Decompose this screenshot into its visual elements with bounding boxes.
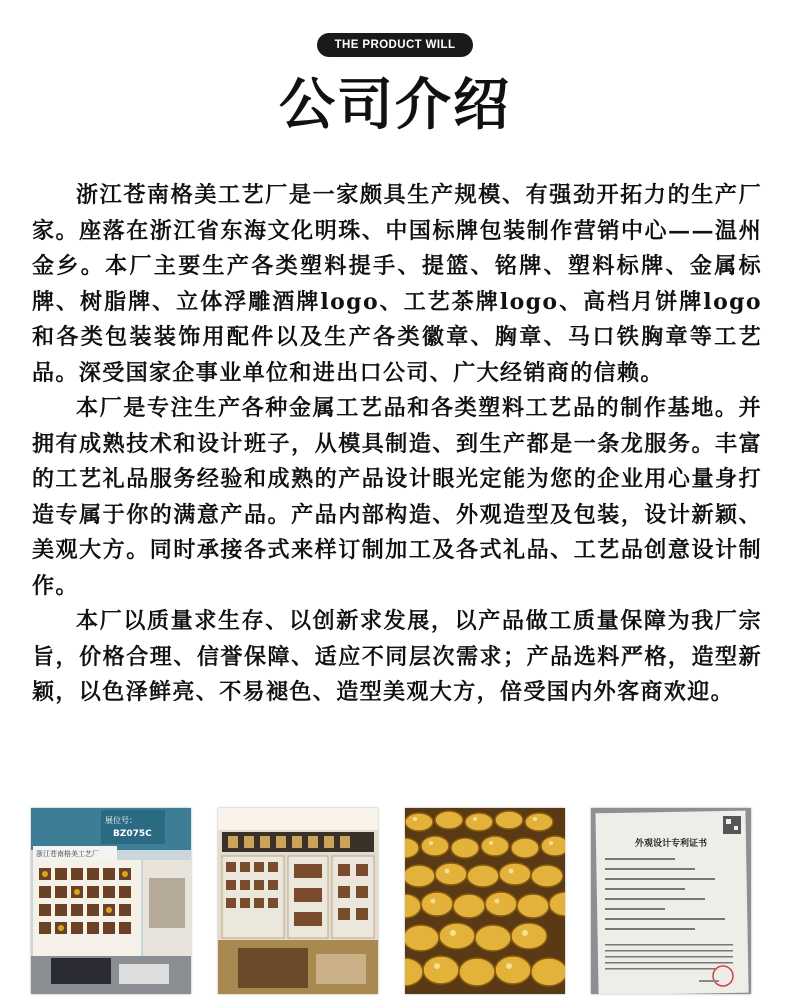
company-introduction (32, 178, 762, 711)
gold-products-photo (405, 808, 565, 994)
intro-paragraph-2: 本厂是专注生产各种金属工艺品和各类塑料工艺品的制作基地。并拥有成熟技术和设计班子，从模具制造、到生产都是一条龙服务。丰富的工艺礼品服务经验和成熟的产品设计眼光定能为您的企业用心量身打造专属于你的满意产品。产品内部构造、外观造型及包装，设计新颖、美观大方。同时承接各式来样订制加工及各式礼品、工艺品创意设计制作。 (32, 395, 762, 599)
photo-gallery (31, 808, 761, 994)
patent-certificate-photo (591, 808, 751, 994)
page-title: 公司介绍 (279, 73, 511, 138)
intro-paragraph-1: 浙江苍南格美工艺厂是一家颇具生产规模、有强劲开拓力的生产厂家。座落在浙江省东海文化明珠、中国标牌包装制作营销中心——温州金乡。本厂主要生产各类塑料提手、提篮、铭牌、塑料标牌、金属标牌、树脂牌、立体浮雕酒牌logo、工艺茶牌logo、高档月饼牌logo和各类包装装饰用配件以及生产各类徽章、胸章、马口铁胸章等工艺品。深受国家企事业单位和进出口公司、广大经销商的信赖。 (32, 182, 762, 386)
showroom-photo (218, 808, 378, 994)
booth-number-label: 展位号： (105, 816, 137, 825)
certificate-title: 外观设计专利证书 (634, 839, 708, 849)
intro-paragraph-3: 本厂以质量求生存、以创新求发展，以产品做工质量保障为我厂宗旨，价格合理、信誉保障、适应不同层次需求；产品选料严格，造型新颖，以色泽鲜亮、不易褪色、造型美观大方，倍受国内外客商欢迎。 (32, 608, 762, 705)
booth-sign: 浙江苍南格美工艺厂 (36, 850, 99, 858)
exhibition-booth-photo (31, 808, 191, 994)
section-tag: THE PRODUCT WILL (317, 33, 473, 57)
booth-code: BZ075C (113, 829, 152, 839)
